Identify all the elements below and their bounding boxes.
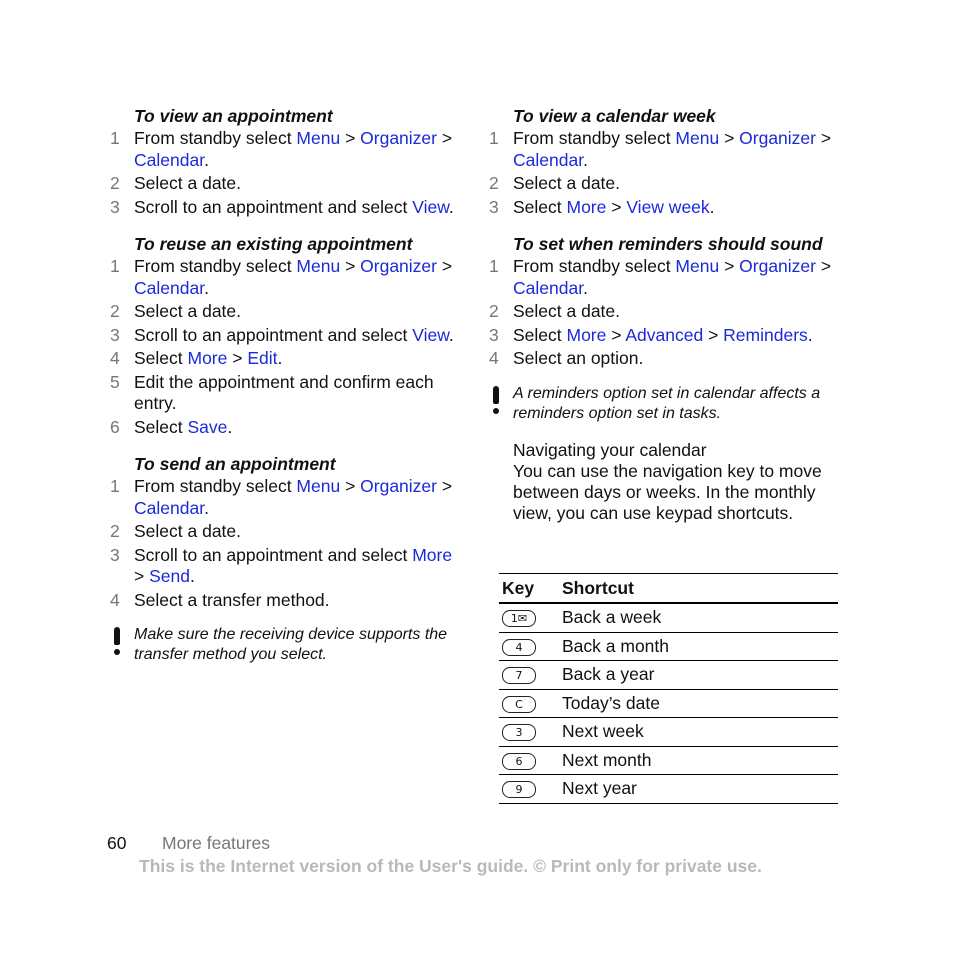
step-text: From standby select <box>134 476 297 496</box>
step-text: > <box>703 324 724 345</box>
step-number: 3 <box>110 324 120 345</box>
step-item <box>110 325 460 347</box>
step-item <box>110 372 460 415</box>
step-item <box>110 128 460 171</box>
step-number: 1 <box>110 128 120 148</box>
step-text: Select a date. <box>134 173 242 193</box>
step-text: . <box>807 324 813 345</box>
menu-path-link: Advanced <box>625 324 704 345</box>
step-item <box>110 521 460 543</box>
instruction-section <box>110 452 460 611</box>
shortcut-rows <box>499 603 838 803</box>
step-text: . <box>204 149 209 170</box>
menu-path-link: Organizer <box>360 476 437 496</box>
menu-path-link: Save <box>187 416 228 437</box>
step-item <box>110 476 460 519</box>
menu-path-link: Calendar <box>134 277 205 298</box>
note-text: A reminders option set in calendar affects a reminders option set in tasks. <box>513 384 821 422</box>
step-number: 3 <box>110 544 120 565</box>
transfer-warning-note <box>110 625 460 665</box>
step-list <box>489 256 839 370</box>
step-text: Select a date. <box>134 301 242 321</box>
table-row <box>499 689 838 718</box>
key-cell <box>499 746 562 775</box>
step-item <box>489 325 839 347</box>
table-header-row <box>499 574 838 604</box>
menu-path-link: More <box>566 196 607 217</box>
step-text: Select a date. <box>513 301 621 321</box>
step-text: Select <box>513 196 567 217</box>
keypad-key-icon: 1✉ <box>502 610 536 627</box>
section-heading: To reuse an existing appointment <box>134 234 413 254</box>
step-text: . <box>204 497 209 518</box>
keypad-key-icon: 4 <box>502 639 536 656</box>
step-item <box>110 348 460 370</box>
step-list <box>489 128 839 218</box>
section-heading: To set when reminders should sound <box>513 234 823 254</box>
key-cell <box>499 632 562 661</box>
step-text: > <box>816 128 832 148</box>
reminders-note <box>489 384 839 424</box>
page-number: 60 <box>107 833 127 853</box>
step-text: . <box>448 324 454 345</box>
step-text: . <box>189 566 195 586</box>
keypad-key-icon: 3 <box>502 724 536 741</box>
table-row <box>499 661 838 690</box>
step-text: Select an option. <box>513 348 644 368</box>
menu-path-link: Calendar <box>134 149 205 170</box>
exclamation-icon <box>491 386 501 416</box>
key-column-header: Key <box>499 574 562 604</box>
step-number: 2 <box>489 173 499 193</box>
step-list <box>110 256 460 438</box>
step-item <box>110 417 460 439</box>
step-number: 1 <box>489 256 499 276</box>
step-item <box>489 348 839 370</box>
step-text: Select <box>134 348 188 368</box>
menu-path-link: Organizer <box>360 128 437 148</box>
menu-path-link: More <box>566 324 607 345</box>
menu-path-link: Calendar <box>513 149 584 170</box>
step-text: > <box>340 128 361 148</box>
instruction-section <box>110 104 460 218</box>
shortcut-action: Next week <box>562 718 838 747</box>
step-text: . <box>448 196 454 217</box>
step-text: Select <box>513 324 567 345</box>
step-text: > <box>340 256 361 276</box>
step-number: 1 <box>110 256 120 276</box>
step-text: > <box>816 256 832 276</box>
step-text: From standby select <box>134 256 297 276</box>
shortcut-action: Back a year <box>562 661 838 690</box>
step-number: 1 <box>489 128 499 148</box>
step-number: 3 <box>489 324 499 345</box>
key-cell <box>499 775 562 804</box>
step-text: From standby select <box>134 128 297 148</box>
shortcut-action: Back a month <box>562 632 838 661</box>
navigating-paragraph: You can use the navigation key to move between days or weeks. In the monthly view, you can use keypad shortcuts. <box>513 460 822 523</box>
step-number: 6 <box>110 416 120 437</box>
keypad-key-icon: 9 <box>502 781 536 798</box>
step-text: Scroll to an appointment and select <box>134 544 413 565</box>
menu-path-link: Calendar <box>513 277 584 298</box>
menu-path-link: Send <box>149 566 190 586</box>
step-text: > <box>134 566 150 586</box>
table-row <box>499 746 838 775</box>
keypad-key-icon: 6 <box>502 753 536 770</box>
table-row <box>499 775 838 804</box>
menu-path-link: More <box>412 544 453 565</box>
step-item <box>110 197 460 219</box>
step-item <box>489 173 839 195</box>
instruction-section <box>110 232 460 438</box>
step-text: . <box>204 277 209 298</box>
instruction-section <box>489 104 839 218</box>
step-number: 4 <box>110 589 120 610</box>
step-text: > <box>340 476 361 496</box>
section-heading: To view an appointment <box>134 106 333 126</box>
table-row <box>499 603 838 632</box>
step-item <box>110 545 460 588</box>
menu-path-link: More <box>187 348 228 368</box>
step-number: 2 <box>489 301 499 321</box>
keypad-key-icon: C <box>502 696 536 713</box>
section-heading: To send an appointment <box>134 454 336 474</box>
step-number: 2 <box>110 521 120 541</box>
step-text: Select a transfer method. <box>134 589 330 610</box>
menu-path-link: Organizer <box>739 128 816 148</box>
shortcut-column-header: Shortcut <box>562 574 838 604</box>
step-text: . <box>227 416 233 437</box>
menu-path-link: View <box>412 196 449 217</box>
step-text: Scroll to an appointment and select <box>134 196 413 217</box>
shortcut-action: Today’s date <box>562 689 838 718</box>
right-instructions <box>489 104 839 370</box>
shortcut-action: Next month <box>562 746 838 775</box>
step-text: Select a date. <box>513 173 621 193</box>
step-number: 5 <box>110 371 120 392</box>
right-column <box>489 104 839 524</box>
step-text: > <box>719 256 740 276</box>
step-text: > <box>227 348 248 368</box>
section-heading: To view a calendar week <box>513 106 716 126</box>
step-item <box>110 173 460 195</box>
shortcut-action: Next year <box>562 775 838 804</box>
step-text: Select a date. <box>134 521 242 541</box>
step-number: 4 <box>110 348 120 368</box>
step-text: > <box>437 476 453 496</box>
menu-path-link: View <box>412 324 449 345</box>
step-text: Scroll to an appointment and select <box>134 324 413 345</box>
step-text: Select <box>134 416 188 437</box>
step-text: . <box>277 348 283 368</box>
instruction-section <box>489 232 839 370</box>
step-text: . <box>583 149 588 170</box>
left-instructions <box>110 104 460 611</box>
step-text: From standby select <box>513 128 676 148</box>
table-row <box>499 718 838 747</box>
step-number: 2 <box>110 173 120 193</box>
step-text: From standby select <box>513 256 676 276</box>
step-item <box>489 128 839 171</box>
step-list <box>110 476 460 611</box>
table-row <box>499 632 838 661</box>
key-cell <box>499 689 562 718</box>
step-item <box>110 301 460 323</box>
menu-path-link: Menu <box>296 256 341 276</box>
step-item <box>110 590 460 612</box>
keypad-key-icon: 7 <box>502 667 536 684</box>
step-item <box>489 301 839 323</box>
footer-section-name: More features <box>162 833 270 853</box>
navigating-subheading: Navigating your calendar <box>513 439 707 460</box>
step-item <box>489 256 839 299</box>
step-item <box>110 256 460 299</box>
step-text: > <box>437 256 453 276</box>
step-text: > <box>606 196 627 217</box>
step-text: . <box>709 196 715 217</box>
menu-path-link: Menu <box>675 256 720 276</box>
menu-path-link: Menu <box>296 128 341 148</box>
key-cell <box>499 718 562 747</box>
step-item <box>489 197 839 219</box>
left-column <box>110 104 460 681</box>
shortcut-table <box>499 573 838 804</box>
note-text: Make sure the receiving device supports the transfer method you select. <box>134 626 448 663</box>
step-number: 4 <box>489 348 499 368</box>
step-number: 2 <box>110 301 120 321</box>
menu-path-link: Edit <box>247 348 278 368</box>
step-text: > <box>719 128 740 148</box>
step-number: 3 <box>489 196 499 217</box>
menu-path-link: View week <box>626 196 710 217</box>
menu-path-link: Reminders <box>723 324 808 345</box>
step-number: 1 <box>110 476 120 496</box>
shortcut-action: Back a week <box>562 603 838 632</box>
step-text: . <box>583 277 588 298</box>
step-text: Edit the appointment and confirm each entry. <box>134 371 434 413</box>
step-text: > <box>437 128 453 148</box>
step-list <box>110 128 460 218</box>
exclamation-icon <box>112 627 122 657</box>
step-text: > <box>606 324 626 345</box>
key-cell <box>499 603 562 632</box>
step-number: 3 <box>110 196 120 217</box>
menu-path-link: Organizer <box>360 256 437 276</box>
menu-path-link: Menu <box>296 476 341 496</box>
menu-path-link: Menu <box>675 128 720 148</box>
key-cell <box>499 661 562 690</box>
footer-disclaimer: This is the Internet version of the User's guide. © Print only for private use. <box>139 856 762 876</box>
menu-path-link: Organizer <box>739 256 816 276</box>
menu-path-link: Calendar <box>134 497 205 518</box>
